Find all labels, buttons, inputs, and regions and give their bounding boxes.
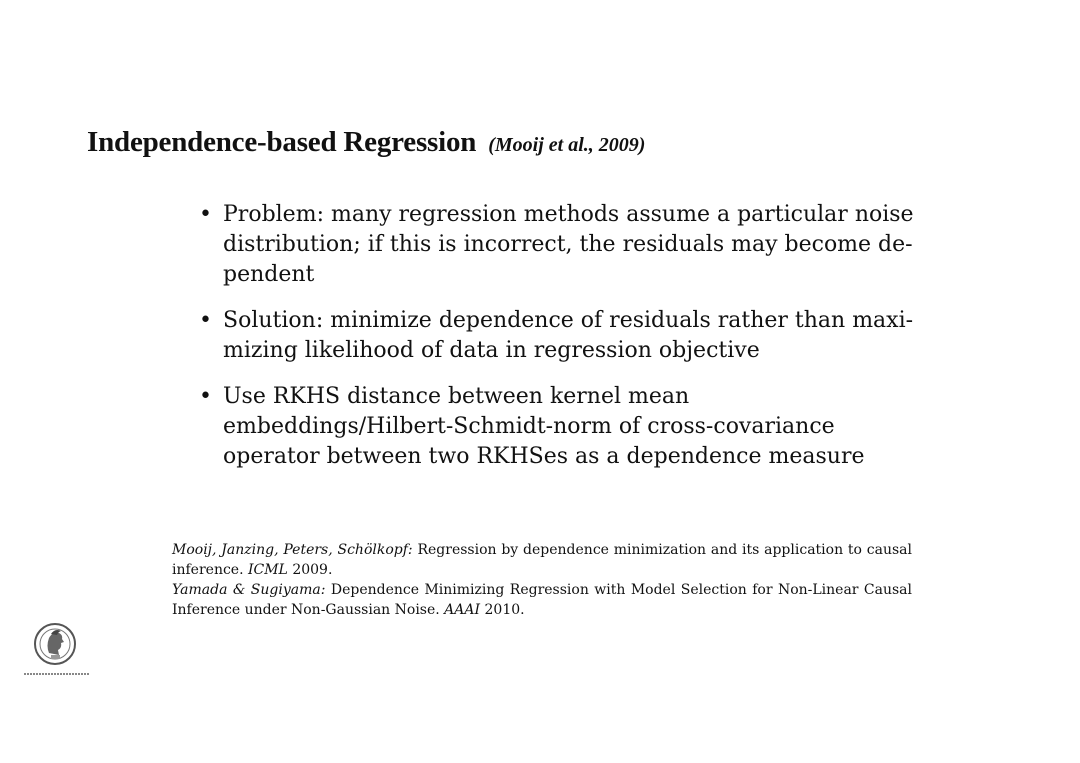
- title-main: Independence-based Regression: [87, 126, 477, 158]
- references: [172, 540, 912, 620]
- bullet-dot-icon: •: [199, 308, 212, 333]
- bullet-text: Use RKHS distance between kernel mean embeddings/Hilbert-Schmidt-norm of cross-covariance operator between two RKHSes as a dependence measure: [223, 384, 865, 469]
- reference-authors: Mooij, Janzing, Peters, Schölkopf:: [172, 542, 413, 558]
- reference-item: [172, 540, 912, 580]
- reference-authors: Yamada & Sugiyama:: [172, 582, 326, 598]
- reference-year: 2009.: [292, 562, 333, 578]
- max-planck-logo: [22, 620, 92, 680]
- bullet-dot-icon: •: [199, 202, 212, 227]
- reference-item: [172, 580, 912, 620]
- reference-text: Dependence Minimizing Regression with Model Selection for Non-Linear Causal Inference under Non-Gaussian Noise.: [172, 582, 913, 618]
- reference-year: 2010.: [484, 602, 525, 618]
- slide-title: [87, 122, 645, 159]
- bullet-item: [196, 200, 916, 290]
- bullet-dot-icon: •: [199, 384, 212, 409]
- bullet-item: [196, 382, 916, 472]
- reference-venue: ICML: [247, 562, 288, 578]
- reference-text: Regression by dependence minimization and its application to causal inference.: [172, 542, 913, 578]
- bullet-text: Problem: many regression methods assume a particular noise distribution; if this is incorrect, the residuals may become de-pendent: [223, 202, 914, 287]
- minerva-seal-icon: [22, 620, 92, 680]
- bullet-item: [196, 306, 916, 366]
- bullet-list: [196, 200, 916, 488]
- bullet-text: Solution: minimize dependence of residuals rather than maxi-mizing likelihood of data in regression objective: [223, 308, 914, 363]
- title-citation: (Mooij et al., 2009): [488, 134, 646, 156]
- reference-venue: AAAI: [444, 602, 481, 618]
